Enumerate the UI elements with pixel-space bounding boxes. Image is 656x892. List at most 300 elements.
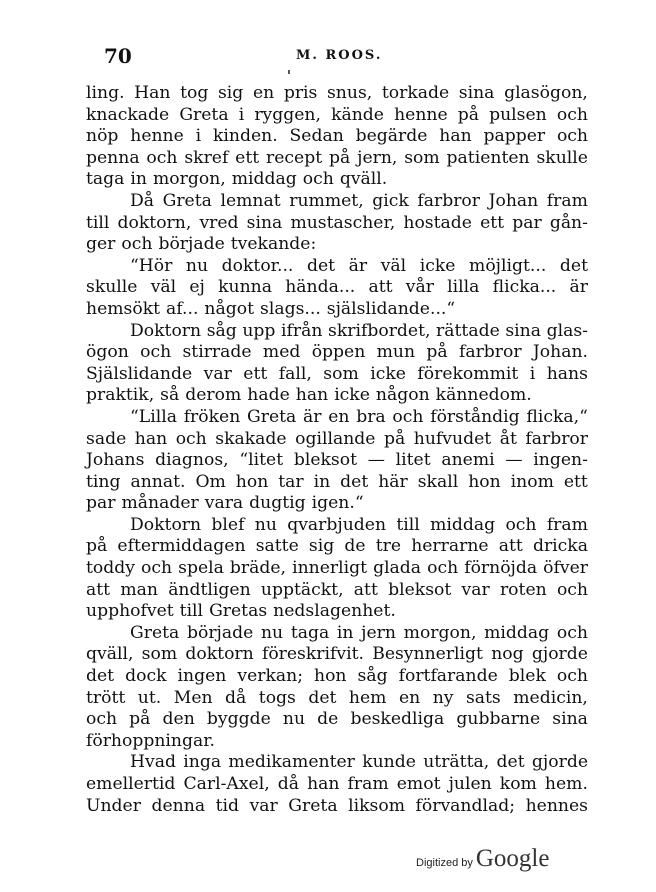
word: och (556, 126, 588, 147)
word: han (134, 428, 168, 449)
word: flicka... (492, 277, 557, 298)
word: Doktorn (130, 320, 202, 341)
word: till (86, 212, 110, 233)
word: och (86, 709, 118, 730)
word: par (512, 212, 542, 233)
word: att (353, 579, 378, 600)
word: lemnat (220, 190, 281, 211)
word: qvarbjuden (287, 514, 387, 535)
word: spela (178, 558, 224, 579)
word: i (238, 104, 245, 125)
word: öppen (311, 342, 366, 363)
text-line (86, 558, 588, 580)
word: hända... (285, 277, 356, 298)
word: månader (121, 493, 199, 514)
word: mun (376, 342, 416, 363)
word: dock (125, 666, 167, 687)
word: tar (278, 471, 304, 492)
word: nu (260, 622, 284, 643)
word: nedslagenhet. (273, 601, 396, 622)
word: de (344, 536, 366, 557)
word: “Lilla (130, 406, 177, 427)
word: middag (484, 622, 550, 643)
word: på (329, 147, 351, 168)
word: sina (246, 212, 283, 233)
print-speck (288, 70, 290, 74)
word: skref (184, 147, 229, 168)
word: kunna (218, 277, 272, 298)
word: då (277, 774, 299, 794)
word: Carl-Axel, (183, 774, 270, 794)
word: satte (255, 536, 299, 557)
word: och (556, 579, 588, 600)
word: och (141, 558, 173, 579)
word: hostade (403, 212, 472, 233)
word: emot (396, 774, 441, 794)
word: något (204, 298, 254, 319)
word: väl (150, 277, 177, 298)
text-line (86, 666, 588, 688)
text-line (86, 83, 588, 105)
word: han (295, 385, 329, 406)
word: — (505, 450, 523, 471)
word: hennes (525, 795, 588, 816)
word: rättade (436, 320, 500, 341)
word: hade (247, 385, 290, 406)
word: upphofvet (86, 601, 174, 622)
word: han (307, 774, 340, 794)
word: nöp (86, 126, 119, 147)
word: väl (380, 255, 407, 276)
text-line (86, 429, 588, 451)
word: fram (546, 514, 588, 535)
word: fram (546, 190, 588, 211)
text-line (86, 277, 588, 299)
word: den (162, 709, 195, 730)
text-line (86, 709, 588, 731)
word: gubbarne (456, 709, 541, 730)
word: bräde, (229, 558, 287, 579)
word: såg (206, 320, 237, 341)
word: gjorde (531, 752, 588, 773)
text-line (86, 472, 588, 494)
word: ett (235, 147, 260, 168)
word: — (367, 450, 385, 471)
word: såg (357, 666, 388, 687)
word: Greta (179, 104, 229, 125)
word: herrarne (411, 536, 489, 557)
text-line (86, 580, 588, 602)
word: då (225, 687, 247, 708)
word: till (179, 601, 204, 622)
word: Men (173, 687, 213, 708)
word: Greta (162, 190, 212, 211)
word: det (340, 471, 369, 492)
word: skulle (86, 277, 138, 298)
word: ögon (86, 342, 129, 363)
word: ett (480, 212, 505, 233)
word: kände (331, 104, 384, 125)
word: är (569, 277, 588, 298)
word: det (308, 687, 337, 708)
text-line (86, 364, 588, 386)
word: tog (180, 83, 209, 103)
word: emellertid (86, 774, 176, 794)
word: att (368, 277, 393, 298)
word: skulle (536, 147, 588, 168)
word: nu (282, 709, 306, 730)
text-line (86, 213, 588, 235)
word: hemsökt (86, 298, 161, 319)
word: hon (468, 471, 501, 492)
word: ingen (177, 666, 227, 687)
word: och (302, 169, 334, 190)
text-line (86, 299, 588, 321)
word: dugtig (249, 493, 306, 514)
word: icke (334, 385, 370, 406)
word: eftermiddagen (117, 536, 246, 557)
word: taga (86, 169, 125, 190)
word: Johan (488, 190, 539, 211)
word: Hvad (130, 752, 176, 773)
word: ifrån (281, 320, 323, 341)
word: så (160, 385, 180, 406)
word: och (392, 406, 424, 427)
word: Johans (86, 450, 145, 471)
word: nu (254, 514, 277, 535)
word: farbror (417, 190, 480, 211)
word: Han (134, 83, 171, 103)
running-head: M. ROOS. (296, 48, 383, 63)
word: hem (348, 687, 387, 708)
word: som (404, 147, 440, 168)
text-line (86, 644, 588, 666)
word: i (529, 363, 536, 384)
text-line (86, 493, 588, 515)
word: mustascher, (290, 212, 396, 233)
word: kunde (362, 752, 416, 773)
word: förståndig (430, 406, 520, 427)
word: det (559, 255, 588, 276)
word: nog (491, 644, 524, 665)
digitized-by-label: Digitized by (416, 857, 473, 869)
word: sina (552, 709, 588, 730)
word: kännedom. (435, 385, 532, 406)
word: farbror (458, 342, 522, 363)
word: annat. (130, 471, 186, 492)
word: recept (266, 147, 323, 168)
word: Då (130, 190, 155, 211)
word: kom (499, 774, 537, 794)
word: som (141, 644, 178, 665)
word: julen (448, 774, 492, 794)
text-line (86, 450, 588, 472)
word: tvekande: (230, 234, 317, 255)
word: att (498, 536, 523, 557)
word: gjorde (531, 644, 588, 665)
word: middag (430, 514, 496, 535)
word: af... (166, 298, 199, 319)
word: medikamenter (228, 752, 355, 773)
word: och (140, 342, 172, 363)
word: ting (86, 471, 121, 492)
word: patienten (446, 147, 530, 168)
word: fram (347, 774, 389, 794)
word: en (398, 687, 421, 708)
word: till (396, 514, 420, 535)
word: en (252, 83, 275, 103)
word: fortfarande (398, 666, 498, 687)
word: pulsen (489, 104, 547, 125)
word: “litet (239, 450, 284, 471)
word: ett (563, 471, 588, 492)
word: upptäckt, (260, 579, 344, 600)
word: de (317, 709, 339, 730)
word: togs (258, 687, 296, 708)
word: en (328, 406, 350, 427)
word: Sedan (289, 126, 344, 147)
word: någon (375, 385, 430, 406)
word: verkan; (237, 666, 303, 687)
word: Greta (247, 406, 297, 427)
word: qväll. (339, 169, 388, 190)
text-line (86, 385, 588, 407)
word: och (427, 558, 459, 579)
word: in (336, 622, 354, 643)
word: fröken (183, 406, 241, 427)
word: ett (243, 363, 268, 384)
word: lilla (447, 277, 480, 298)
word: Greta (288, 795, 338, 816)
word: toddy (86, 558, 135, 579)
word: åt (499, 428, 517, 449)
word: på (129, 709, 151, 730)
text-line (86, 148, 588, 170)
text-line (86, 515, 588, 537)
word: det (496, 752, 525, 773)
word: bleksot (388, 579, 452, 600)
text-line (86, 796, 588, 818)
word: ut. (137, 687, 162, 708)
word: stirrade (182, 342, 252, 363)
word: medicin, (513, 687, 588, 708)
word: att (86, 579, 111, 600)
text-line (86, 407, 588, 429)
page-number: 70 (104, 44, 132, 68)
word: sade (86, 428, 127, 449)
word: förvandlad; (415, 795, 516, 816)
word: blef (211, 514, 245, 535)
word: ling. (86, 83, 125, 103)
word: ny (432, 687, 454, 708)
word: tre (375, 536, 402, 557)
text-line (86, 191, 588, 213)
word: det (306, 255, 336, 276)
word: inom (510, 471, 554, 492)
word: bra (356, 406, 386, 427)
word: Johan. (532, 342, 588, 363)
word: knackade (86, 104, 170, 125)
word: liksom (348, 795, 405, 816)
word: och (505, 514, 537, 535)
word: fall, (278, 363, 312, 384)
word: själslidande...“ (326, 298, 456, 319)
word: förnöjda (464, 558, 538, 579)
word: och (556, 666, 588, 687)
word: skall (417, 471, 459, 492)
google-logo: Google (475, 845, 550, 872)
word: och (556, 104, 588, 125)
word: sig (217, 83, 244, 103)
word: ger (86, 234, 116, 255)
word: inga (183, 752, 222, 773)
word: öfver (543, 558, 588, 579)
word: Gretas (209, 601, 268, 622)
word: uträtta, (423, 752, 490, 773)
word: som (323, 363, 359, 384)
word: trött (86, 687, 126, 708)
word: Doktorn (130, 514, 202, 535)
text-line (86, 256, 588, 278)
word: Greta (130, 622, 180, 643)
word: praktik, (86, 385, 155, 406)
word: innerligt (292, 558, 368, 579)
text-line (86, 234, 588, 256)
word: Om (195, 471, 226, 492)
word: hufvudet (413, 428, 492, 449)
word: penna (86, 147, 140, 168)
word: qväll, (86, 644, 134, 665)
word: med (262, 342, 301, 363)
word: papper (483, 126, 546, 147)
word: ej (189, 277, 205, 298)
word: är (348, 255, 368, 276)
word: icke (370, 363, 406, 384)
word: anemi (441, 450, 495, 471)
word: morgon, (152, 169, 226, 190)
word: henne (394, 104, 448, 125)
word: diagnos, (155, 450, 229, 471)
word: nu (185, 255, 209, 276)
word: föreskrifvit. (261, 644, 364, 665)
page-header (86, 44, 586, 68)
word: slags... (260, 298, 321, 319)
word: pris (283, 83, 318, 103)
word: hon (314, 666, 347, 687)
text-line (86, 342, 588, 364)
word: hem. (544, 774, 588, 794)
word: och (556, 622, 588, 643)
word: var (249, 795, 278, 816)
word: möjligt... (469, 255, 547, 276)
word: var (203, 363, 232, 384)
word: snus, (326, 83, 373, 103)
word: upp (242, 320, 276, 341)
word: på (384, 428, 406, 449)
word: man (120, 579, 158, 600)
word: flicka,“ (526, 406, 588, 427)
word: tid (215, 795, 240, 816)
word: roten (499, 579, 547, 600)
word: dricka (532, 536, 588, 557)
text-line (86, 774, 588, 796)
word: vara (204, 493, 244, 514)
word: han (439, 126, 472, 147)
word: derom (185, 385, 242, 406)
word: förekommit (417, 363, 519, 384)
text-line (86, 752, 588, 774)
word: sig (308, 536, 335, 557)
word: byggde (206, 709, 271, 730)
word: blek (508, 666, 546, 687)
word: icke (419, 255, 456, 276)
word: ändtligen (168, 579, 251, 600)
word: begärde (355, 126, 428, 147)
text-line (86, 688, 588, 710)
word: torkade (381, 83, 450, 103)
word: det (86, 666, 115, 687)
word: bleksot (293, 450, 358, 471)
word: skrifbordet, (328, 320, 431, 341)
word: in (313, 471, 331, 492)
word: hon (235, 471, 269, 492)
word: rummet, (289, 190, 364, 211)
word: sina (505, 320, 541, 341)
word: glada (373, 558, 422, 579)
word: doktorn, (117, 212, 192, 233)
word: började (186, 622, 254, 643)
text-line (86, 601, 588, 623)
digitization-mark (416, 845, 549, 873)
word: ryggen, (254, 104, 321, 125)
text-line (86, 126, 588, 148)
word: och (121, 234, 153, 255)
word: ingen- (533, 450, 588, 471)
word: skakade (215, 428, 287, 449)
word: Under (86, 795, 141, 816)
text-line (86, 536, 588, 558)
word: “Hör (130, 255, 173, 276)
text-line (86, 321, 588, 343)
word: sats (465, 687, 501, 708)
word: började (158, 234, 225, 255)
word: igen.“ (311, 493, 364, 514)
word: par (86, 493, 116, 514)
word: vred (199, 212, 239, 233)
word: på (86, 536, 108, 557)
word: taga (290, 622, 330, 643)
word: doktorn (185, 644, 254, 665)
word: doktor... (221, 255, 294, 276)
word: denna (151, 795, 206, 816)
text-line (86, 105, 588, 127)
word: middag (231, 169, 297, 190)
word: här (378, 471, 408, 492)
word: var (461, 579, 490, 600)
text-line (86, 623, 588, 645)
word: på (426, 342, 448, 363)
word: på (457, 104, 479, 125)
word: och (146, 147, 178, 168)
text-line (86, 731, 588, 753)
word: glas- (546, 320, 588, 341)
word: gick (372, 190, 409, 211)
word: är (303, 406, 322, 427)
word: sina (458, 83, 495, 103)
word: Besynnerligt (372, 644, 483, 665)
word: morgon, (403, 622, 477, 643)
word: farbror (525, 428, 588, 449)
